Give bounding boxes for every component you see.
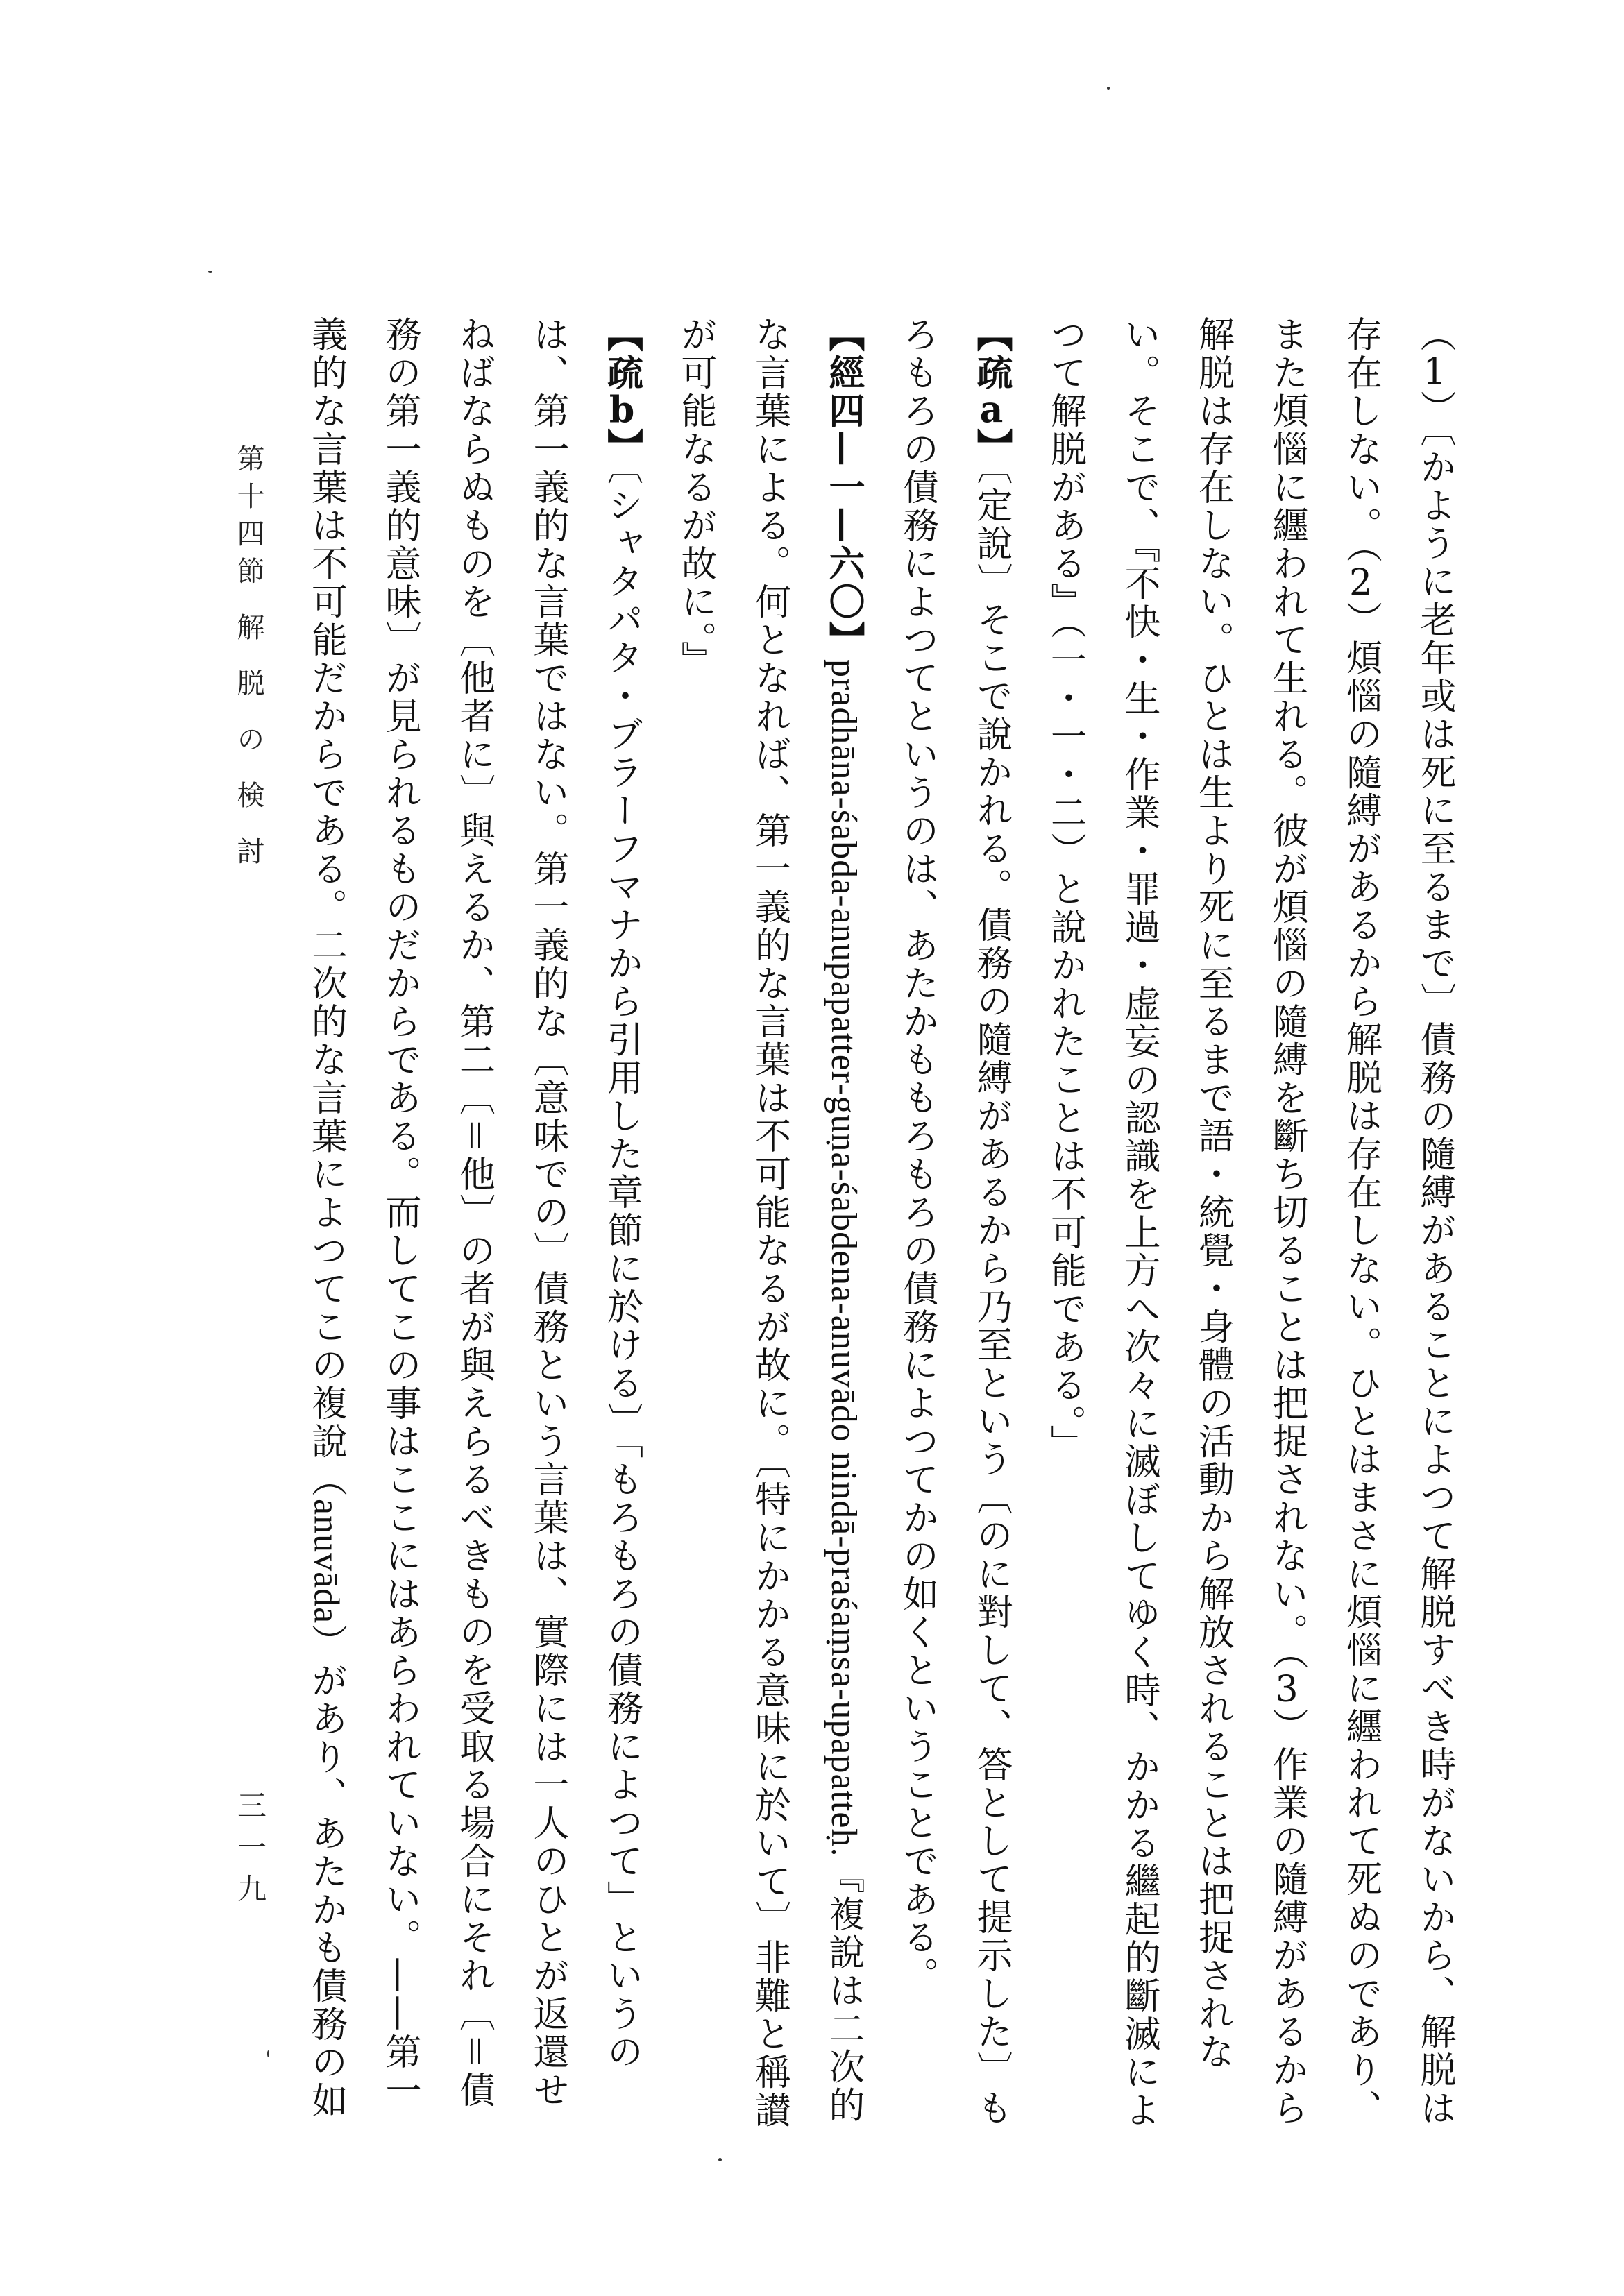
text-segment: b [609,392,635,428]
text-segment: 【疏 [600,316,643,392]
paragraph [274,316,659,2141]
text-segment: a [979,392,1004,428]
text-segment: 【經四—一—六〇】 [822,316,865,659]
text-segment: 】 [600,428,643,466]
scan-speck [1107,87,1110,90]
scan-speck [208,271,212,273]
paragraph [880,316,1028,2141]
text-segment: ）煩惱の隨縛があるから解脱は存在しない。ひとはまさに煩惱に纒われて死ぬのであり、また煩惱に纒われて生れる。彼が煩惱の隨縛を斷ち切ることは把捉されない。（ [1266,316,1382,2127]
text-segment: 【疏 [970,316,1013,392]
text-segment: （ [1414,316,1455,354]
text-segment: 2 [1348,565,1373,601]
scan-speck [267,2050,269,2057]
text-segment: 〔定說〕そこで說かれる。債務の隨縛があるから乃至という〔のに對して、答として提示した〕もろもろの債務によつてというのは、あたかももろもろの債務によつてかの如くということである。 [896,316,1012,2127]
text-segment: ）があり、あたかも債務の如 [305,1624,347,2120]
text-segment: 】 [970,428,1013,466]
text-segment: ）〔かように老年或は死に至るまで〕債務の隨縛があることによつて解脱すべき時がないから、解脱は存在しない。（ [1339,316,1455,2127]
text-segment: ）作業の隨縛があるから解脱は存在しない。ひとは生より死に至るまで語・統覺・身體の活動から解放されることは把捉されない。そこで、『不快・生・作業・罪過・虚妄の認識を上方へ次々に滅ぼしてゆく時、かかる繼起的斷滅によつて解脱がある』（一・一・二）と說かれたことは不可能である。」 [1044,316,1308,2129]
body-text [274,316,1471,2141]
text-segment: 3 [1275,1672,1299,1708]
text-segment: 『複說は二次的な言葉による。何となれば、第一義的な言葉は不可能なるが故に。〔特にかかる意味に於いて〕非難と稱讃が可能なるが故に。』 [675,316,864,2129]
text-segment: 〔シャタパタ・ブラーフマナから引用した章節に於ける〕「もろもろの債務によつて」というのは、第一義的な言葉ではない。第一義的な〔意味での〕債務という言葉は、實際には一人のひとが返還せねばならぬものを〔他者に〕與えるか、第二〔＝他〕の者が與えらるべきものを受取る場合にそれ〔＝債務の第一義的意味〕が見られるものだからである。而してこの事はここにはあらわれていない。——第一義的な言葉は不可能だからである。二次的な言葉によつてこの複說（ [305,316,643,2109]
text-segment: 1 [1423,354,1446,390]
paragraph [659,316,881,2141]
running-head: 第十四節 解 脱 の 検 討 [232,444,264,874]
page-number: 三一九 [233,1790,267,1915]
text-segment: pradhāna-śabda-anupapatter-guṇa-śabdena-anuvādo nindā-praśaṃsa-upapatteḥ. [824,659,863,1857]
scan-speck [718,2158,722,2161]
text-segment: anuvāda [306,1499,346,1624]
paragraph [1028,316,1471,2141]
